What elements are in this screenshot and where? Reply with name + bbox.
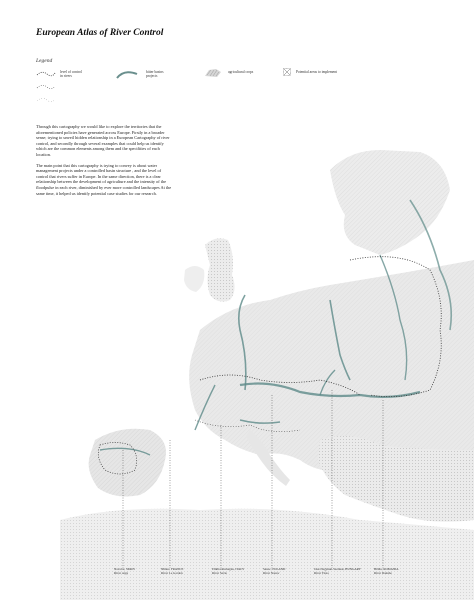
case-study-caption-4 <box>314 568 361 576</box>
case-study-river: River Tisza <box>314 570 329 575</box>
page-title: European Atlas of River Control <box>36 28 164 38</box>
dotted-line-icon <box>36 68 56 108</box>
case-study-river: River Le Gardon <box>161 570 183 575</box>
europe-map <box>0 150 474 615</box>
case-study-river: River Danube <box>374 570 392 575</box>
case-study-caption-5 <box>374 568 399 576</box>
intro-paragraph-1: Through this cartography we would like to explore the territories that the aforementioned policies have generated across Europe. Firstly in a broader sense; trying to unveil hidden relationship in a European Cartography of river control, and secondly through several examples that could help us identify which are the common elements among them and the specifities of each location. <box>36 124 170 157</box>
ireland-landmass <box>184 266 204 292</box>
basin-curve-icon <box>116 68 138 80</box>
case-study-caption-1 <box>161 568 184 576</box>
case-study-river: River Arga <box>114 570 129 575</box>
case-study-caption-3 <box>263 568 285 576</box>
case-study-river: River Savio <box>212 570 228 575</box>
case-study-place: Brăila, ROMANIA <box>374 567 399 571</box>
case-study-caption-0 <box>114 568 135 576</box>
case-study-place: Emilia-Romagna, ITALY <box>212 567 245 571</box>
crop-hatch-icon <box>204 68 222 78</box>
legend-label-level: level of control in rivers <box>60 70 82 79</box>
case-study-river: River Narew <box>263 570 280 575</box>
legend-label-crops: agricultural crops <box>228 70 254 74</box>
case-study-place: Navarra, SPAIN <box>114 567 135 571</box>
case-study-place: Nîmes, FRANCE <box>161 567 184 571</box>
case-study-place: Sanoc, POLAND <box>263 567 286 571</box>
case-study-caption-2 <box>212 568 244 576</box>
legend-label-potential: Potential areas to implement <box>296 70 338 74</box>
legend-title: Legend <box>36 58 53 64</box>
crosshatch-square-icon <box>283 68 291 76</box>
case-study-place: Jász-Nagykun-Szolnok, HUNGARY <box>314 567 361 571</box>
legend-label-basins: bitter basins projects <box>146 70 164 79</box>
intro-paragraph-2: The main point that this cartography is trying to convey is about water management projects under a controlled basin structure , and the level of control that rivers suffer in Europe. In the same direction, there is a clear relationship between the development of agriculture and the intensity of the floodpulse in each river, diminished by ever more controlled landscapes At the same time, it helped us identify potential case studies for our research. <box>36 162 172 196</box>
